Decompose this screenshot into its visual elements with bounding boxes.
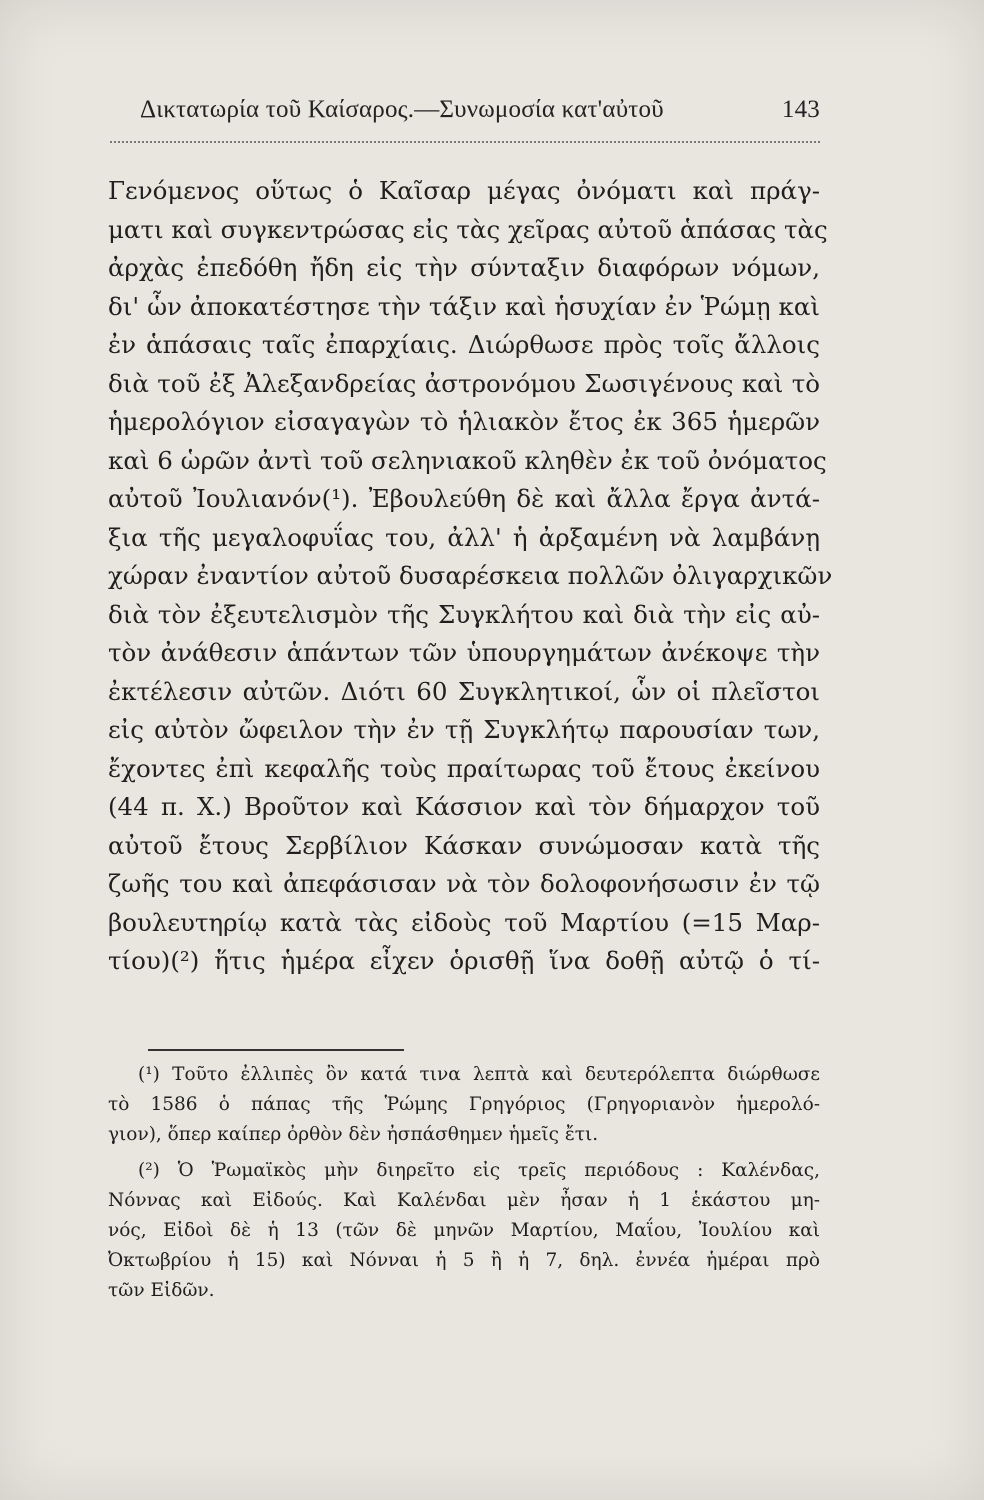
footnote-line: (¹) Τοῦτο ἐλλιπὲς ὂν κατά τινα λεπτὰ καὶ δευτερόλεπτα διώρθωσε [138, 1064, 820, 1085]
footnote-line: τὸ 1586 ὁ πάπας τῆς Ῥώμης Γρηγόριος (Γρηγοριανὸν ἡμερολό- [108, 1094, 820, 1115]
body-line: αὐτοῦ Ἰουλιανόν(¹). Ἐβουλεύθη δὲ καὶ ἄλλα ἔργα ἀντά- [108, 484, 820, 513]
body-line: εἰς αὐτὸν ὤφειλον τὴν ἐν τῇ Συγκλήτῳ παρουσίαν των, [108, 715, 820, 744]
body-line: καὶ 6 ὡρῶν ἀντὶ τοῦ σεληνιακοῦ κληθὲν ἐκ τοῦ ὀνόματος [108, 445, 827, 475]
body-line: χώραν ἐναντίον αὐτοῦ δυσαρέσκεια πολλῶν ὀλιγαρχικῶν [108, 561, 833, 590]
body-line: τὸν ἀνάθεσιν ἁπάντων τῶν ὑπουργημάτων ἀνέκοψε τὴν [108, 638, 820, 667]
footnote-2 [108, 1156, 820, 1306]
page-header [140, 96, 820, 136]
body-line: ἡμερολόγιον εἰσαγαγὼν τὸ ἡλιακὸν ἔτος ἐκ 365 ἡμερῶν [108, 407, 820, 436]
body-line: δι' ὧν ἀποκατέστησε τὴν τάξιν καὶ ἡσυχίαν ἐν Ῥώμῃ καὶ [108, 291, 820, 321]
body-line: ματι καὶ συγκεντρώσας εἰς τὰς χεῖρας αὐτοῦ ἁπάσας τὰς [108, 214, 828, 244]
body-line: ζωῆς του καὶ ἀπεφάσισαν νὰ τὸν δολοφονήσωσιν ἐν τῷ [108, 869, 820, 898]
footnote-line: τῶν Εἰδῶν. [108, 1280, 215, 1301]
footnote-line: Νόννας καὶ Εἰδούς. Καὶ Καλένδαι μὲν ἦσαν ἡ 1 ἑκάστου μη- [108, 1190, 820, 1211]
body-line: αὐτοῦ ἔτους Σερβίλιον Κάσκαν συνώμοσαν κατὰ τῆς [108, 830, 820, 860]
footnote-line: γιον), ὅπερ καίπερ ὀρθὸν δὲν ἠσπάσθημεν ἡμεῖς ἔτι. [108, 1124, 599, 1145]
body-line: (44 π. Χ.) Βροῦτον καὶ Κάσσιον καὶ τὸν δήμαρχον τοῦ [108, 792, 820, 821]
body-line: τίου)(²) ἥτις ἡμέρα εἶχεν ὁρισθῇ ἵνα δοθῇ αὐτῷ ὁ τί- [108, 946, 820, 975]
body-line: ξια τῆς μεγαλοφυΐας του, ἀλλ' ἡ ἀρξαμένη νὰ λαμβάνῃ [108, 522, 820, 552]
body-line: διὰ τὸν ἐξευτελισμὸν τῆς Συγκλήτου καὶ διὰ τὴν εἰς αὐ- [108, 599, 820, 629]
body-line: βουλευτηρίῳ κατὰ τὰς εἰδοὺς τοῦ Μαρτίου (=15 Μαρ- [108, 907, 820, 937]
body-line: Γενόμενος οὕτως ὁ Καῖσαρ μέγας ὀνόματι καὶ πράγ- [108, 176, 820, 205]
footnote-line: νός, Εἰδοὶ δὲ ἡ 13 (τῶν δὲ μηνῶν Μαρτίου, Μαΐου, Ἰουλίου καὶ [108, 1220, 820, 1241]
footnotes [108, 1060, 820, 1312]
body-line: ἔχοντες ἐπὶ κεφαλῆς τοὺς πραίτωρας τοῦ ἔτους ἐκείνου [108, 753, 820, 783]
body-line: διὰ τοῦ ἐξ Ἀλεξανδρείας ἀστρονόμου Σωσιγένους καὶ τὸ [108, 368, 820, 398]
footnote-1 [108, 1060, 820, 1150]
footnote-separator [148, 1049, 404, 1051]
footnote-line: Ὀκτωβρίου ἡ 15) καὶ Νόνναι ἡ 5 ἢ ἡ 7, δηλ. ἐννέα ἡμέραι πρὸ [108, 1250, 820, 1271]
header-dotted-rule [110, 141, 820, 143]
body-line: ἀρχὰς ἐπεδόθη ἤδη εἰς τὴν σύνταξιν διαφόρων νόμων, [108, 253, 820, 282]
body-line: ἐν ἁπάσαις ταῖς ἐπαρχίαις. Διώρθωσε πρὸς τοῖς ἄλλοις [108, 330, 820, 359]
footnote-line: (²) Ὁ Ῥωμαϊκὸς μὴν διηρεῖτο εἰς τρεῖς περιόδους : Καλένδας, [138, 1160, 820, 1181]
page-number: 143 [781, 96, 820, 123]
running-title: Δικτατωρία τοῦ Καίσαρος.—Συνωμοσία κατ'αὐτοῦ [140, 96, 664, 123]
body-text [108, 172, 833, 981]
body-line: ἐκτέλεσιν αὐτῶν. Διότι 60 Συγκλητικοί, ὧν οἱ πλεῖστοι [108, 676, 820, 706]
